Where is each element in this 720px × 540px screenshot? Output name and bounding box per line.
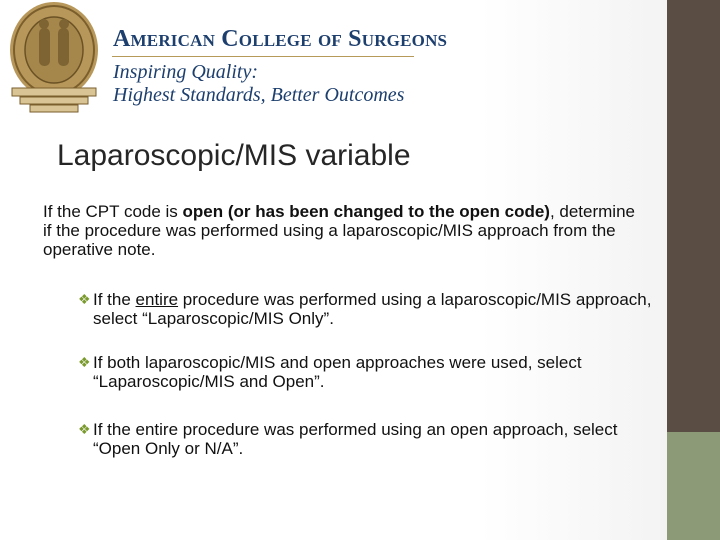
tagline-line1: Inspiring Quality:	[113, 61, 258, 83]
diamond-bullet-icon: ❖	[78, 354, 91, 370]
org-name: American College of Surgeons	[113, 26, 448, 52]
intro-paragraph	[43, 202, 643, 259]
tagline	[113, 61, 404, 107]
bullet-text: If the entire procedure was performed using an open approach, select “Open Only or N/A”.	[93, 420, 618, 458]
intro-text-part1: If the CPT code is	[43, 202, 183, 221]
bullet-underlined-text: entire	[135, 290, 179, 309]
diamond-bullet-icon: ❖	[78, 421, 91, 437]
bullet-item	[78, 290, 663, 328]
bullet-item	[78, 420, 663, 458]
intro-text-part2: , determine if the procedure was performed using a laparoscopic/MIS approach from the operative note.	[43, 202, 635, 259]
sidebar-accent-top	[667, 0, 720, 432]
tagline-line2: Highest Standards, Better Outcomes	[113, 84, 405, 106]
bullet-item	[78, 353, 663, 391]
header-divider	[112, 56, 414, 57]
bullet-text: If both laparoscopic/MIS and open approaches were used, select “Laparoscopic/MIS and Open”.	[93, 353, 582, 391]
intro-bold-text: open (or has been changed to the open code)	[182, 202, 550, 221]
slide-title: Laparoscopic/MIS variable	[57, 139, 411, 172]
bullet-text-post: procedure was performed using a laparoscopic/MIS approach, select “Laparoscopic/MIS Only”.	[93, 290, 652, 328]
bullet-text-pre: If the	[93, 290, 136, 309]
diamond-bullet-icon: ❖	[78, 291, 91, 307]
sidebar-accent-bottom	[667, 432, 720, 540]
acs-seal-logo	[8, 0, 100, 118]
